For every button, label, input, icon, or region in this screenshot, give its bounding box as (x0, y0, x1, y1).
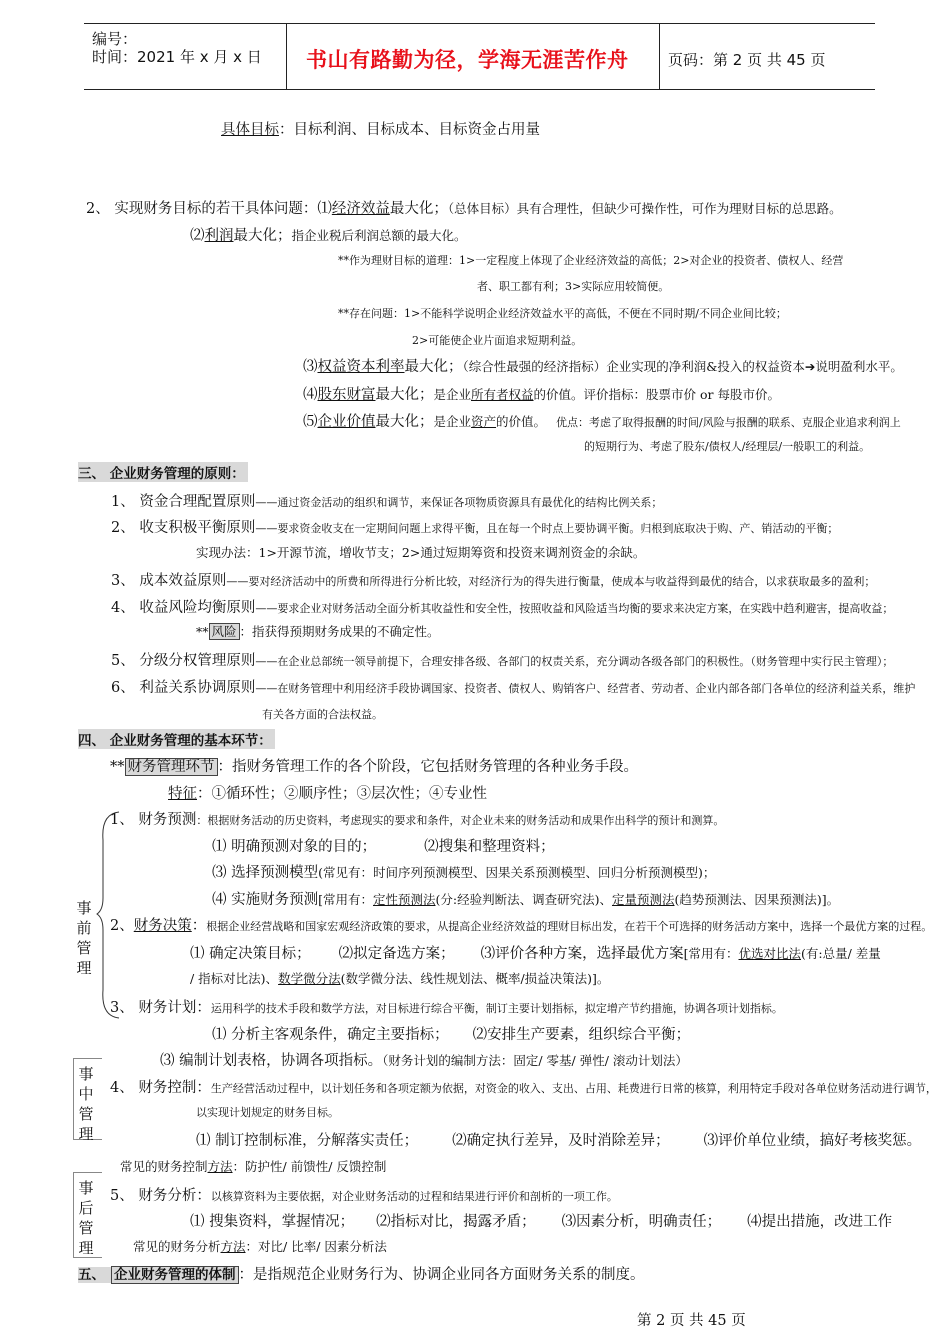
line-goal-problem-1: **存在问题：1>不能科学说明企业经济效益水平的高低，不便在不同时期/不同企业间比较； (338, 307, 787, 320)
line-goal-item-1: 2、 实现财务目标的若干具体问题：⑴经济效益最大化；（总体目标）具有合理性，但缺少可操作性，可作为理财目标的总思路。 (86, 201, 842, 217)
principle-4-risk: ** 风险 ：指获得预期财务成果的不确定性。 (196, 624, 440, 639)
mid-management-label: 事中管理 (78, 1065, 94, 1143)
line-specific-goal (221, 118, 540, 139)
line-goal-item-5-cont: 的短期行为、考虑了股东/债权人/经理层/一般职工的利益。 (584, 440, 871, 453)
specific-goal-text: ：目标利润、目标成本、目标资金占用量 (279, 122, 540, 138)
plan-item: 3、 财务计划：运用科学的技术手段和数学方法，对目标进行综合平衡，制订主要计划指标，拟定增产节约措施，协调各项计划指标。 (110, 1000, 783, 1016)
header-divider-right (659, 23, 660, 89)
control-item-cont: 以实现计划规定的财务目标。 (196, 1106, 339, 1119)
forecast-step-4: ⑷ 实施财务预测[常用有：定性预测法(分:经验判断法、调查研究法)、定量预测法(趋势预测法、因果预测法)]。 (212, 892, 840, 908)
decision-item: 2、财务决策：根据企业经营战略和国家宏观经济政策的要求，从提高企业经济效益的理财目标出发，在若干个可选择的财务活动方案中，选择一个最优方案的过程。 (110, 918, 933, 934)
page-footer: 第 2 页 共 45 页 (637, 1313, 746, 1329)
forecast-item: 1、 财务预测：根据财务活动的历史资料，考虑现实的要求和条件，对企业未来的财务活动和成果作出科学的预计和测算。 (110, 812, 725, 828)
principle-2-method: 实现办法：1>开源节流，增收节支；2>通过短期筹资和投资来调剂资金的余缺。 (196, 545, 646, 560)
control-item: 4、 财务控制：生产经营活动过程中，以计划任务和各项定额为依据，对资金的收入、支出、占用、耗费进行日常的核算，利用特定手段对各单位财务活动进行调节， (110, 1080, 937, 1096)
header-motto: 书山有路勤为径，学海无涯苦作舟 (306, 48, 629, 72)
pre-management-label: 事前管理 (76, 899, 92, 977)
line-goal-reason-1: **作为理财目标的道理：1>一定程度上体现了企业经济效益的高低；2>对企业的投资者、债权人、经营 (338, 254, 844, 267)
control-methods: 常见的财务控制方法：防护性/ 前馈性/ 反馈控制 (120, 1159, 387, 1174)
principle-4: 4、 收益风险均衡原则——要求企业对财务活动全面分析其收益性和安全性，按照收益和风险适当均衡的要求来决定方案，在实践中趋利避害，提高收益； (111, 600, 894, 616)
header-top-rule (84, 23, 875, 24)
analysis-steps: ⑴ 搜集资料，掌握情况； ⑵指标对比，揭露矛盾； ⑶因素分析，明确责任； ⑷提出措施，改进工作 (190, 1214, 893, 1230)
line-goal-problem-2: 2>可能使企业片面追求短期利益。 (412, 334, 583, 347)
line-goal-item-4: ⑷股东财富最大化；是企业所有者权益的价值。评价指标：股票市价 or 每股市价。 (303, 387, 780, 403)
header-bottom-rule (84, 89, 875, 90)
link-features: 特征：①循环性；②顺序性；③层次性；④专业性 (168, 786, 487, 802)
section-4-heading: 四、 企业财务管理的基本环节： (78, 729, 275, 749)
post-management-label: 事后管理 (78, 1179, 94, 1257)
analysis-item: 5、 财务分析：以核算资料为主要依据，对企业财务活动的过程和结果进行评价和剖析的一项工作。 (110, 1188, 618, 1204)
link-definition: ** 财务管理环节 ：指财务管理工作的各个阶段，它包括财务管理的各种业务手段。 (110, 759, 638, 775)
line-goal-item-3: ⑶权益资本利率最大化；（综合性最强的经济指标）企业实现的净利润&投入的权益资本➔说明盈利水平。 (303, 359, 903, 375)
line-goal-item-2: ⑵利润最大化；指企业税后利润总额的最大化。 (190, 228, 467, 244)
analysis-methods: 常见的财务分析方法：对比/ 比率/ 因素分析法 (133, 1239, 387, 1254)
forecast-step-1-2: ⑴ 明确预测对象的目的； ⑵搜集和整理资料； (212, 839, 555, 855)
section-3-heading: 三、 企业财务管理的原则： (78, 462, 248, 482)
header-number-label: 编号： (92, 30, 138, 48)
specific-goal-term: 具体目标 (221, 122, 279, 138)
header-divider-left (286, 23, 287, 89)
principle-6: 6、 利益关系协调原则——在财务管理中利用经济手段协调国家、投资者、债权人、购销客户、经营者、劳动者、企业内部各部门各单位的经济利益关系，维护 (111, 680, 916, 696)
plan-step-1-2: ⑴ 分析主客观条件，确定主要指标； ⑵安排生产要素，组织综合平衡； (212, 1027, 691, 1043)
principle-2: 2、 收支积极平衡原则——要求资金收支在一定期间问题上求得平衡，且在每一个时点上要协调平衡。归根到底取决于购、产、销活动的平衡； (111, 520, 839, 536)
line-goal-item-5: ⑸企业价值最大化；是企业资产的价值。 优点：考虑了取得报酬的时间/风险与报酬的联系、克服企业追求利润上 (303, 414, 901, 430)
forecast-step-3: ⑶ 选择预测模型(常见有：时间序列预测模型、因果关系预测模型、回归分析预测模型)； (212, 865, 716, 881)
header-time: 时间：2021 年 x 月 x 日 (92, 48, 262, 66)
principle-5: 5、 分级分权管理原则——在企业总部统一领导前提下，合理安排各级、各部门的权责关系，充分调动各级各部门的积极性。（财务管理中实行民主管理）； (111, 653, 894, 669)
header-page-info: 页码：第 2 页 共 45 页 (668, 51, 826, 69)
principle-6-cont: 有关各方面的合法权益。 (262, 708, 383, 721)
principle-1: 1、 资金合理配置原则——通过资金活动的组织和调节，来保证各项物质资源具有最优化的结构比例关系； (111, 494, 663, 510)
principle-3: 3、 成本效益原则——要对经济活动中的所费和所得进行分析比较，对经济行为的得失进行衡量，使成本与收益得到最优的结合，以求获取最多的盈利； (111, 573, 876, 589)
decision-steps-cont: / 指标对比法)、数学微分法(数学微分法、线性规划法、概率/损益决策法)]。 (190, 971, 610, 986)
decision-steps: ⑴ 确定决策目标； ⑵拟定备选方案； ⑶评价各种方案，选择最优方案[常用有：优选对比法(有:总量/ 差量 (190, 946, 881, 962)
section-5-heading: 五、 企业财务管理的体制 ：是指规范企业财务行为、协调企业同各方面财务关系的制度。 (78, 1267, 645, 1283)
plan-step-3: ⑶ 编制计划表格，协调各项指标。（财务计划的编制方法：固定/ 零基/ 弹性/ 滚动计划法） (160, 1053, 688, 1069)
line-goal-reason-2: 者、职工都有利；3>实际应用较简便。 (477, 280, 670, 293)
control-steps: ⑴ 制订控制标准，分解落实责任； ⑵确定执行差异，及时消除差异； ⑶评价单位业绩，搞好考核奖惩。 (196, 1133, 922, 1149)
